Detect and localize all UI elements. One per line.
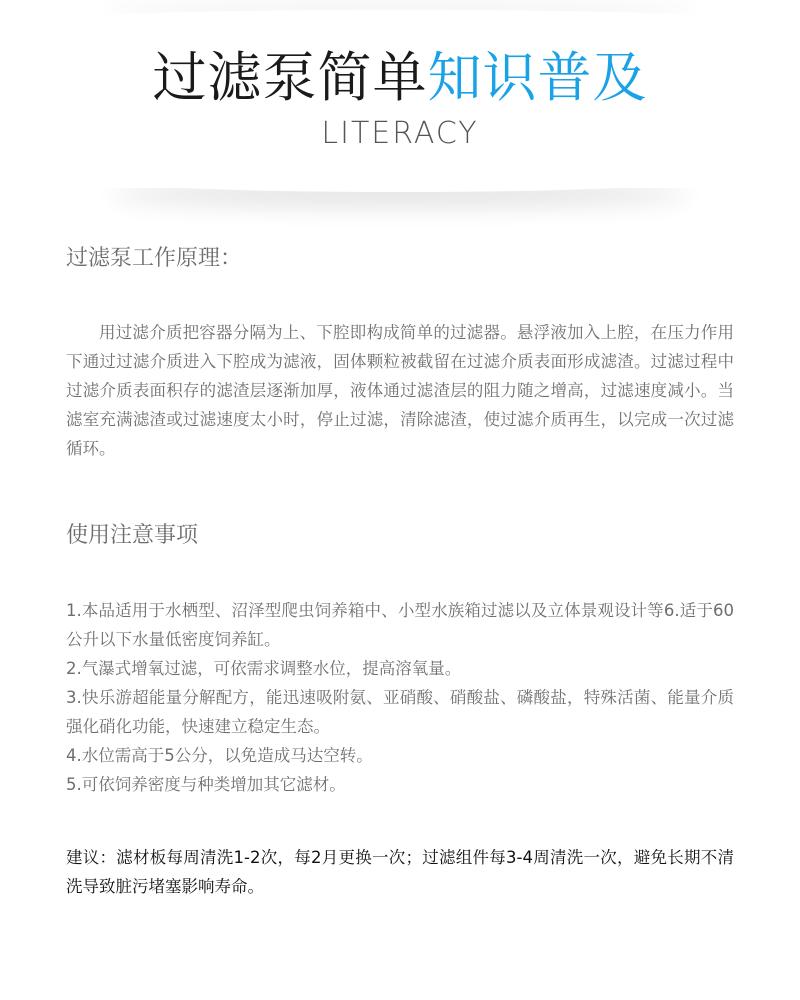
page-subtitle: LITERACY	[321, 116, 479, 151]
section-heading-notes: 使用注意事项	[66, 523, 199, 548]
notes-list	[66, 596, 734, 799]
page-title-blue: 知识普及	[427, 46, 648, 109]
page-title	[0, 48, 800, 108]
list-item: 4.水位需高于5公分，以免造成马达空转。	[66, 746, 373, 765]
page-title-dark: 过滤泵简单	[152, 46, 428, 109]
list-item: 5.可依饲养密度与种类增加其它滤材。	[66, 775, 346, 794]
list-item: 2.气瀑式增氧过滤，可依需求调整水位，提高溶氧量。	[66, 659, 462, 678]
principle-paragraph: 用过滤介质把容器分隔为上、下腔即构成简单的过滤器。悬浮液加入上腔，在压力作用下通过过滤介质进入下腔成为滤液，固体颗粒被截留在过滤介质表面形成滤渣。过滤过程中过滤介质表面积存的滤渣层逐渐加厚，液体通过滤渣层的阻力随之增高，过滤速度减小。当滤室充满滤渣或过滤速度太小时，停止过滤，清除滤渣，使过滤介质再生，以完成一次过滤循环。	[66, 323, 734, 458]
list-item: 1.本品适用于水栖型、沼泽型爬虫饲养箱中、小型水族箱过滤以及立体景观设计等6.适于60公升以下水量低密度饲养缸。	[66, 601, 734, 649]
section-heading-principle: 过滤泵工作原理：	[66, 246, 243, 271]
list-item: 3.快乐游超能量分解配方，能迅速吸附氨、亚硝酸、硝酸盐、磷酸盐，特殊活菌、能量介质强化硝化功能，快速建立稳定生态。	[66, 688, 734, 736]
advice-text: 建议：滤材板每周清洗1-2次，每2月更换一次；过滤组件每3-4周清洗一次，避免长期不清洗导致脏污堵塞影响寿命。	[66, 848, 734, 896]
